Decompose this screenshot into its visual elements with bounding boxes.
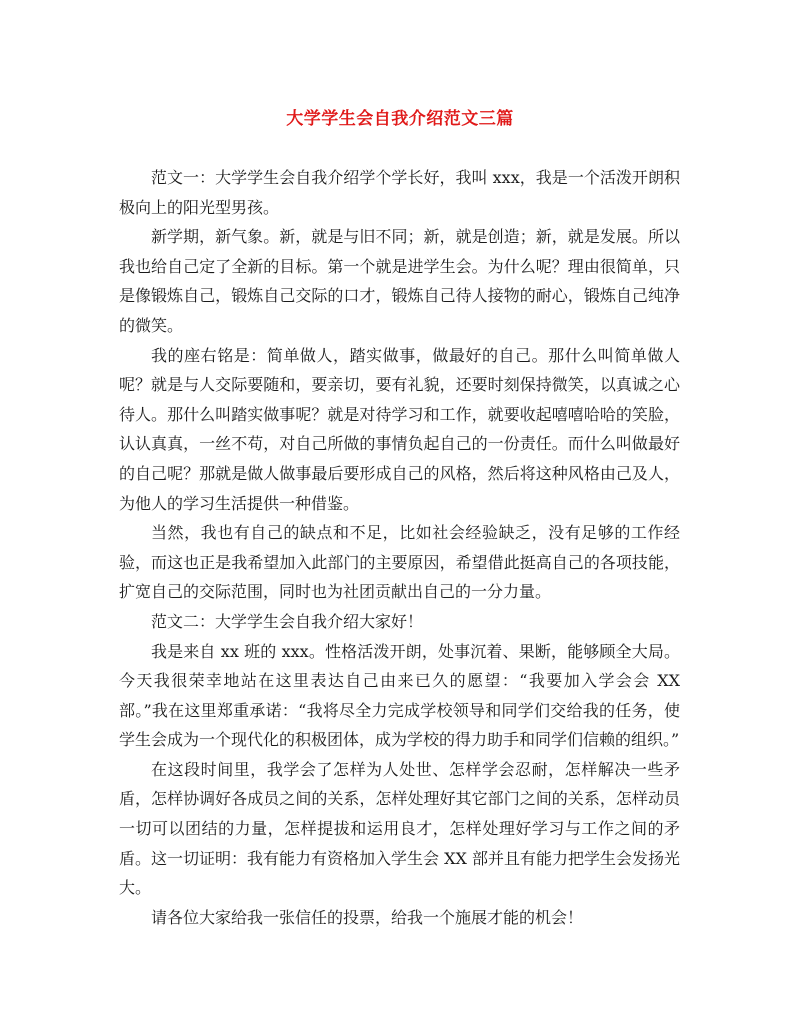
paragraph-5: 范文二：大学学生会自我介绍大家好！ bbox=[151, 611, 424, 631]
paragraph-3: 我的座右铭是：简单做人，踏实做事，做最好的自己。那什么叫简单做人呢？就是与人交际要随和，要亲切，要有礼貌，还要时刻保持微笑，以真诚之心待人。那什么叫踏实做事呢？就是对待学习和工作，就要收起嘻嘻哈哈的笑脸，认认真真，一丝不苟，对自己所做的事情负起自己的一份责任。而什么叫做最好的自己呢？那就是做人做事最后要形成自己的风格，然后将这种风格由己及人，为他人的学习生活提供一种借鉴。 bbox=[119, 345, 680, 513]
paragraph-6: 我是来自 xx 班的 xxx。性格活泼开朗，处事沉着、果断，能够顾全大局。今天我很荣幸地站在这里表达自己由来已久的愿望：“我要加入学会会 XX 部。”我在这里郑重承诺：“我将尽全力完成学校领导和同学们交给我的任务，使学生会成为一个现代化的积极团体，成为学校的得力助手和同学们信赖的组织。” bbox=[119, 641, 680, 750]
document-title: 大学学生会自我介绍范文三篇 bbox=[286, 109, 514, 129]
paragraph-8: 请各位大家给我一张信任的投票，给我一个施展才能的机会！ bbox=[151, 907, 584, 927]
paragraph-2: 新学期，新气象。新，就是与旧不同；新，就是创造；新，就是发展。所以我也给自己定了全新的目标。第一个就是进学生会。为什么呢？理由很简单，只是像锻炼自己，锻炼自己交际的口才，锻炼自己待人接物的耐心，锻炼自己纯净的微笑。 bbox=[119, 227, 680, 335]
paragraph-1: 范文一：大学学生会自我介绍学个学长好，我叫 xxx，我是一个活泼开朗积极向上的阳光型男孩。 bbox=[119, 168, 680, 217]
paragraph-4: 当然，我也有自己的缺点和不足，比如社会经验缺乏，没有足够的工作经验，而这也正是我希望加入此部门的主要原因，希望借此挺高自己的各项技能，扩宽自己的交际范围，同时也为社团贡献出自己的一分力量。 bbox=[119, 523, 680, 602]
document-body bbox=[119, 163, 680, 932]
paragraph-7: 在这段时间里，我学会了怎样为人处世、怎样学会忍耐，怎样解决一些矛盾，怎样协调好各成员之间的关系，怎样处理好其它部门之间的关系，怎样动员一切可以团结的力量，怎样提拔和运用良才，怎样处理好学习与工作之间的矛盾。这一切证明：我有能力有资格加入学生会 XX 部并且有能力把学生会发扬光大。 bbox=[119, 759, 680, 898]
